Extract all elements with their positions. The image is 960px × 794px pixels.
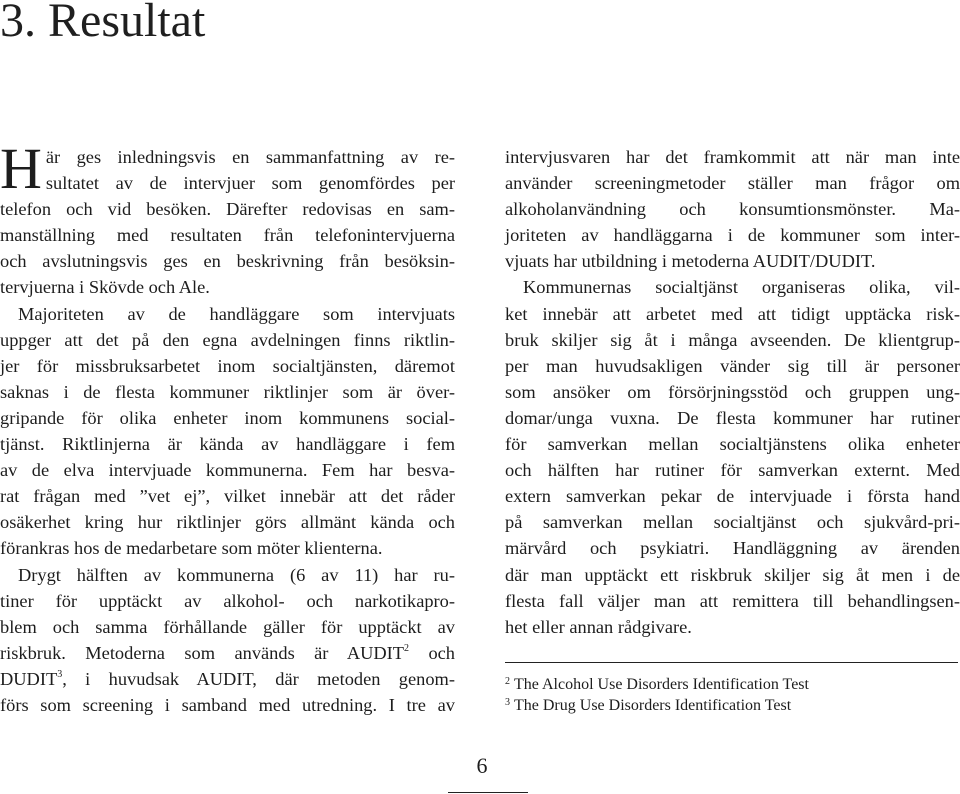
text-line: per man huvudsakligen vänder sig till är personer [505, 355, 960, 376]
text-line: Drygt hälften av kommunerna (6 av 11) har ru- [18, 564, 455, 585]
text-line: tervjuerna i Skövde och Ale. [0, 277, 210, 298]
footnote [505, 693, 791, 716]
text-line: jer för missbruksarbetet inom socialtjänsten, däremot [0, 355, 455, 376]
text-line: flesta fall väljer man att remittera till behandlingsen- [505, 590, 960, 611]
text-line: gripande för olika enheter inom kommunens social- [0, 407, 455, 428]
text-line: sultatet av de intervjuer som genomfördes per [45, 173, 455, 194]
text-line: saknas i de flesta kommuner riktlinjer som är över- [0, 381, 455, 402]
text-line: som ansöker om försörjningsstöd och gruppen ung- [505, 381, 960, 402]
footnote-ref: 2 [404, 642, 410, 654]
text-line: märvård och psykiatri. Handläggning av ärenden [505, 538, 960, 559]
paragraph-organisation [505, 274, 960, 639]
text-line: tjänst. Riktlinjerna är kända av handläggare i fem [0, 434, 455, 455]
text-line: och avslutningsvis ges en beskrivning från besöksin- [0, 251, 455, 272]
text-line: extern samverkan pekar de intervjuade i första hand [505, 486, 960, 507]
text-line: använder screeningmetoder ställer man frågor om [505, 173, 960, 194]
text-line: osäkerhet kring hur riktlinjer görs allmänt kända och [0, 512, 455, 533]
footnote-text: The Drug Use Disorders Identification Test [514, 697, 792, 714]
text-line: är ges inledningsvis en sammanfattning av re- [45, 147, 455, 167]
left-column [0, 136, 455, 718]
footnote-number: 2 [505, 676, 510, 687]
paragraph-intro [0, 136, 455, 301]
text-line: telefon och vid besöken. Därefter redovisas en sam- [0, 199, 455, 220]
text-line: blem och samma förhållande gäller för upptäckt av [0, 616, 455, 637]
paragraph-routines [0, 562, 455, 719]
right-column [505, 144, 960, 640]
section-heading: 3. Resultat [0, 0, 206, 47]
text-line: där man upptäckt ett riskbruk skiljer sig åt men i de [505, 564, 960, 585]
text-line: på samverkan mellan socialtjänst och sjukvård-pri- [505, 512, 960, 533]
text-line: av de elva intervjuade kommunerna. Fem har besva- [0, 460, 455, 481]
text-line: tiner för upptäckt av alkohol- och narkotikapro- [0, 590, 455, 611]
text-line: het eller annan rådgivare. [505, 616, 692, 637]
drop-cap: H [0, 136, 42, 201]
text-line: vjuats har utbildning i metoderna AUDIT/DUDIT. [505, 251, 876, 272]
text-line: alkoholanvändning och konsumtionsmönster. Ma- [505, 199, 960, 220]
bottom-rule [448, 792, 528, 793]
text-line: ket innebär att arbetet med att tidigt upptäcka risk- [505, 303, 960, 324]
text-line: uppger att det på den egna avdelningen finns riktlin- [0, 329, 455, 350]
text-line: joriteten av handläggarna i de kommuner som inter- [505, 225, 960, 246]
footnote-number: 3 [505, 697, 510, 708]
footnote [505, 672, 809, 695]
footnote-ref: 3 [57, 668, 63, 680]
text-line: DUDIT$^3$, i huvudsak AUDIT, där metoden genom- [0, 668, 455, 689]
text-line: rat frågan med ”vet ej”, vilket innebär att det råder [0, 486, 455, 507]
text-line: förankras hos de medarbetare som möter klienterna. [0, 538, 383, 559]
footnote-text: The Alcohol Use Disorders Identification Test [514, 676, 809, 693]
text-line: och hälften har rutiner för samverkan externt. Med [505, 460, 960, 481]
text-line: Kommunernas socialtjänst organiseras olika, vil- [523, 277, 960, 298]
text-line: manställning med resultaten från telefonintervjuerna [0, 225, 455, 246]
text-line: bruk skiljer sig åt i många avseenden. De klientgrup- [505, 329, 960, 350]
footnote-divider [505, 662, 958, 663]
text-line: domar/unga vuxna. De flesta kommuner har rutiner [505, 407, 960, 428]
page-number: 6 [476, 753, 488, 778]
text-line: för samverkan mellan socialtjänstens olika enheter [505, 434, 960, 455]
paragraph-guidelines [0, 301, 455, 562]
paragraph-screening [505, 144, 960, 274]
text-line: riskbruk. Metoderna som används är AUDIT$^2$ och [0, 642, 455, 663]
text-line: Majoriteten av de handläggare som intervjuats [18, 303, 455, 324]
text-line: intervjusvaren har det framkommit att när man inte [505, 147, 960, 167]
text-line: förs som screening i samband med utredning. I tre av [0, 694, 455, 715]
